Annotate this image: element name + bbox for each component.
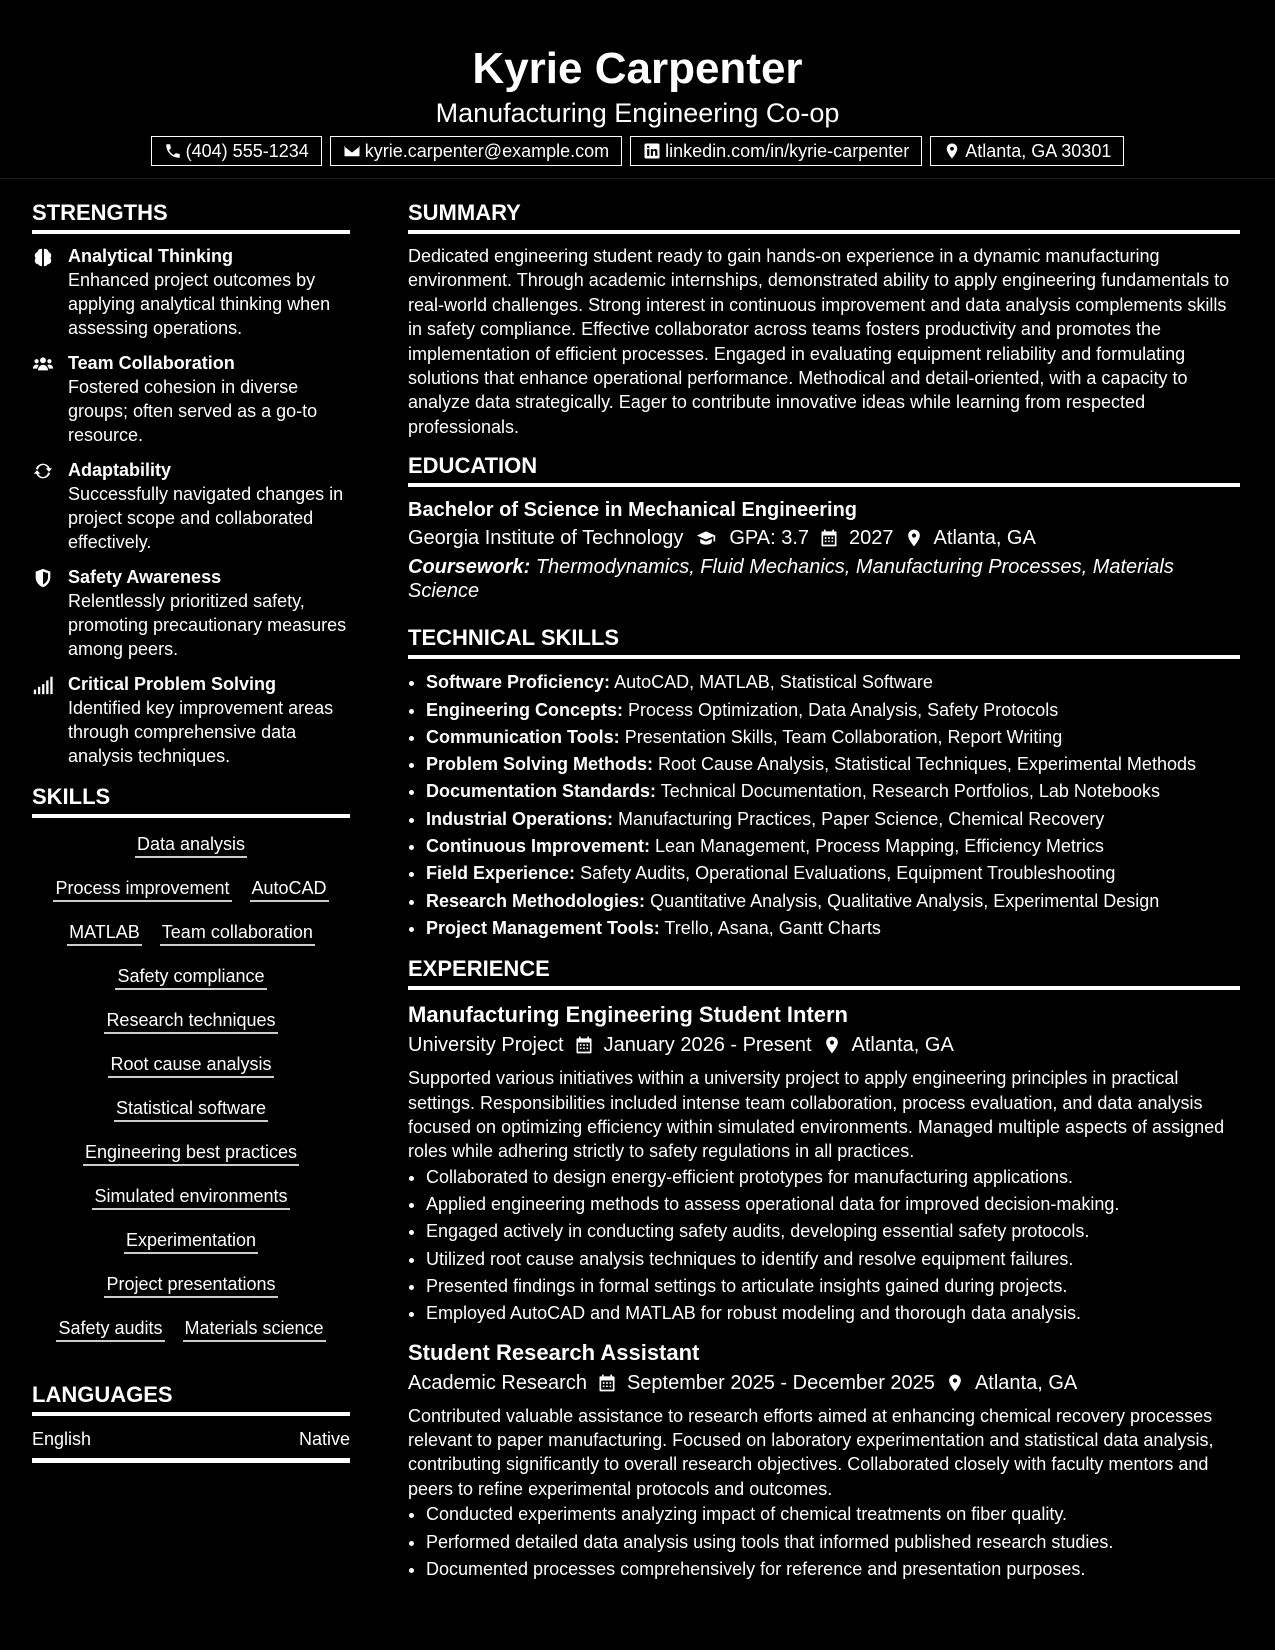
job-meta <box>408 1030 1240 1060</box>
skill-tag: Process improvement <box>53 876 231 902</box>
job-meta <box>408 1368 1240 1398</box>
skill-tag: MATLAB <box>67 920 142 946</box>
summary-text: Dedicated engineering student ready to gain hands-on experience in a dynamic manufacturing environment. Through academic internships, demonstrated ability to apply engineering fundamentals to real-world challenges. Strong interest in continuous improvement and data analysis complements skills in safety compliance. Effective collaborator across teams fosters productivity and promotes the implementation of efficient processes. Engaged in evaluating equipment reliability and formulating solutions that enhance operational performance. Methodical and detail-oriented, with a capacity to analyze data strategically. Eager to contribute innovative ideas while learning from respected professionals. <box>408 246 1230 437</box>
job-org: University Project <box>408 1034 564 1057</box>
skill-tag: Research techniques <box>104 1008 277 1034</box>
job-location: Atlanta, GA <box>851 1034 954 1057</box>
education-meta <box>408 523 1240 553</box>
languages-heading: LANGUAGES <box>32 1380 350 1416</box>
coursework-label: Coursework: <box>408 556 531 579</box>
language-name: English <box>32 1429 92 1449</box>
skill-tag: Team collaboration <box>160 920 315 946</box>
phone-icon <box>164 142 182 160</box>
location-pin-icon <box>822 1035 842 1055</box>
resume-header <box>0 0 1275 179</box>
signal-bars-icon <box>32 674 54 696</box>
envelope-icon <box>343 142 361 160</box>
list-item: • Collaborated to design energy-efficient prototypes for manufacturing applications. <box>426 1164 1240 1191</box>
job-bullets <box>408 1501 1240 1583</box>
list-item: • Field Experience: Safety Audits, Operational Evaluations, Equipment Troubleshooting <box>426 860 1240 887</box>
list-item: • Performed detailed data analysis using tools that informed published research studies. <box>426 1529 1240 1556</box>
skills-heading: SKILLS <box>32 782 350 818</box>
candidate-title: Manufacturing Engineering Co-op <box>435 98 840 128</box>
job-title: Student Research Assistant <box>408 1339 700 1365</box>
skill-tag: Project presentations <box>104 1272 277 1298</box>
graduation-cap-icon <box>693 528 719 548</box>
list-item: • Engaged actively in conducting safety audits, developing essential safety protocols. <box>426 1218 1240 1245</box>
linkedin-icon <box>643 142 661 160</box>
strength-desc: Identified key improvement areas through comprehensive data analysis techniques. <box>68 698 334 766</box>
users-icon <box>32 353 54 375</box>
list-item: • Applied engineering methods to assess operational data for improved decision-making. <box>426 1191 1240 1218</box>
list-item: • Problem Solving Methods: Root Cause Analysis, Statistical Techniques, Experimental Methods <box>426 751 1240 778</box>
left-column <box>32 198 350 1463</box>
calendar-icon <box>819 528 839 548</box>
skill-tag: AutoCAD <box>250 876 329 902</box>
strengths-heading: STRENGTHS <box>32 198 350 234</box>
contact-bar <box>0 136 1275 166</box>
calendar-icon <box>574 1035 594 1055</box>
location-pin-icon <box>904 528 924 548</box>
phone-text: (404) 555-1234 <box>185 141 309 161</box>
degree-title: Bachelor of Science in Mechanical Engineering <box>408 499 858 522</box>
list-item: • Documented processes comprehensively for reference and presentation purposes. <box>426 1556 1240 1583</box>
linkedin-text: linkedin.com/in/kyrie-carpenter <box>665 141 910 161</box>
graduation-year: 2027 <box>849 527 894 550</box>
skill-tag: Root cause analysis <box>108 1052 273 1078</box>
strength-name: Safety Awareness <box>68 567 222 587</box>
list-item: • Employed AutoCAD and MATLAB for robust modeling and thorough data analysis. <box>426 1300 1240 1327</box>
calendar-icon <box>597 1373 617 1393</box>
list-item: • Utilized root cause analysis techniques to identify and resolve equipment failures. <box>426 1246 1240 1273</box>
skill-tag: Engineering best practices <box>83 1140 299 1166</box>
job-description: Supported various initiatives within a university project to apply engineering principles in practical settings. Responsibilities included intense team collaboration, process evaluation, and data analysis focused on optimizing efficiency within simulated environments. Managed multiple aspects of assigned roles while adhering strictly to safety regulations in all practices. <box>408 1068 1225 1162</box>
location-chip <box>930 136 1124 166</box>
strength-item <box>32 351 350 447</box>
technical-skills-list <box>408 669 1240 942</box>
experience-entry <box>408 1338 1240 1584</box>
list-item: • Project Management Tools: Trello, Asana, Gantt Charts <box>426 915 1240 942</box>
skill-tag: Experimentation <box>124 1228 258 1254</box>
shield-icon <box>32 567 54 589</box>
strength-desc: Relentlessly prioritized safety, promoting precautionary measures among peers. <box>68 591 347 659</box>
list-item: • Research Methodologies: Quantitative Analysis, Qualitative Analysis, Experimental Design <box>426 888 1240 915</box>
list-item: • Conducted experiments analyzing impact of chemical treatments on fiber quality. <box>426 1501 1240 1528</box>
experience-entry <box>408 1000 1240 1327</box>
location-pin-icon <box>943 142 961 160</box>
skill-tag: Data analysis <box>135 832 247 858</box>
technical-skills-heading: TECHNICAL SKILLS <box>408 623 1240 659</box>
strength-name: Analytical Thinking <box>68 246 234 266</box>
skill-tag: Safety compliance <box>115 964 266 990</box>
location-text: Atlanta, GA 30301 <box>965 141 1112 161</box>
summary-heading: SUMMARY <box>408 198 1240 234</box>
list-item: • Documentation Standards: Technical Documentation, Research Portfolios, Lab Notebooks <box>426 778 1240 805</box>
strength-desc: Enhanced project outcomes by applying analytical thinking when assessing operations. <box>68 270 331 338</box>
candidate-name: Kyrie Carpenter <box>472 44 803 93</box>
language-level: Native <box>298 1429 350 1449</box>
list-item: • Presented findings in formal settings to articulate insights gained during projects. <box>426 1273 1240 1300</box>
strength-name: Team Collaboration <box>68 353 235 373</box>
job-title: Manufacturing Engineering Student Intern <box>408 1002 848 1028</box>
location-pin-icon <box>945 1373 965 1393</box>
strength-item <box>32 565 350 661</box>
strength-desc: Successfully navigated changes in project scope and collaborated effectively. <box>68 484 344 552</box>
job-description: Contributed valuable assistance to research efforts aimed at enhancing chemical recovery processes relevant to paper manufacturing. Focused on laboratory experimentation and statistical data analysis, contributing significantly to overall research objectives. Collaborated closely with faculty mentors and peers to refine experimental protocols and outcomes. <box>408 1405 1214 1499</box>
strength-desc: Fostered cohesion in diverse groups; often served as a go-to resource. <box>68 377 318 445</box>
gpa: GPA: 3.7 <box>729 527 810 550</box>
brain-icon <box>32 246 54 268</box>
phone-chip[interactable] <box>151 136 322 166</box>
education-heading: EDUCATION <box>408 451 1240 487</box>
email-chip[interactable] <box>330 136 622 166</box>
skills-list <box>32 832 350 1342</box>
list-item: • Industrial Operations: Manufacturing Practices, Paper Science, Chemical Recovery <box>426 806 1240 833</box>
list-item: • Engineering Concepts: Process Optimization, Data Analysis, Safety Protocols <box>426 697 1240 724</box>
education-location: Atlanta, GA <box>933 527 1036 550</box>
job-org: Academic Research <box>408 1371 587 1394</box>
skill-tag: Simulated environments <box>92 1184 289 1210</box>
experience-heading: EXPERIENCE <box>408 954 1240 990</box>
skill-tag: Safety audits <box>56 1316 164 1342</box>
job-location: Atlanta, GA <box>974 1371 1078 1394</box>
list-item: • Communication Tools: Presentation Skills, Team Collaboration, Report Writing <box>426 724 1240 751</box>
language-row <box>32 1426 350 1463</box>
strength-name: Adaptability <box>68 460 172 480</box>
right-column <box>408 198 1240 1593</box>
school-name: Georgia Institute of Technology <box>408 527 684 550</box>
list-item: • Software Proficiency: AutoCAD, MATLAB, Statistical Software <box>426 669 1240 696</box>
coursework <box>408 555 1240 603</box>
strength-name: Critical Problem Solving <box>68 674 277 694</box>
list-item: • Continuous Improvement: Lean Management, Process Mapping, Efficiency Metrics <box>426 833 1240 860</box>
strength-item <box>32 458 350 554</box>
job-bullets <box>408 1164 1240 1328</box>
skill-tag: Statistical software <box>114 1096 268 1122</box>
job-dates: January 2026 - Present <box>603 1034 812 1057</box>
skill-tag: Materials science <box>183 1316 326 1342</box>
strength-item <box>32 672 350 768</box>
job-dates: September 2025 - December 2025 <box>626 1371 935 1394</box>
sync-icon <box>32 460 54 482</box>
coursework-list: Thermodynamics, Fluid Mechanics, Manufacturing Processes, Materials Science <box>408 556 1174 603</box>
strength-item <box>32 244 350 340</box>
email-text: kyrie.carpenter@example.com <box>364 141 610 161</box>
linkedin-chip[interactable] <box>630 136 922 166</box>
